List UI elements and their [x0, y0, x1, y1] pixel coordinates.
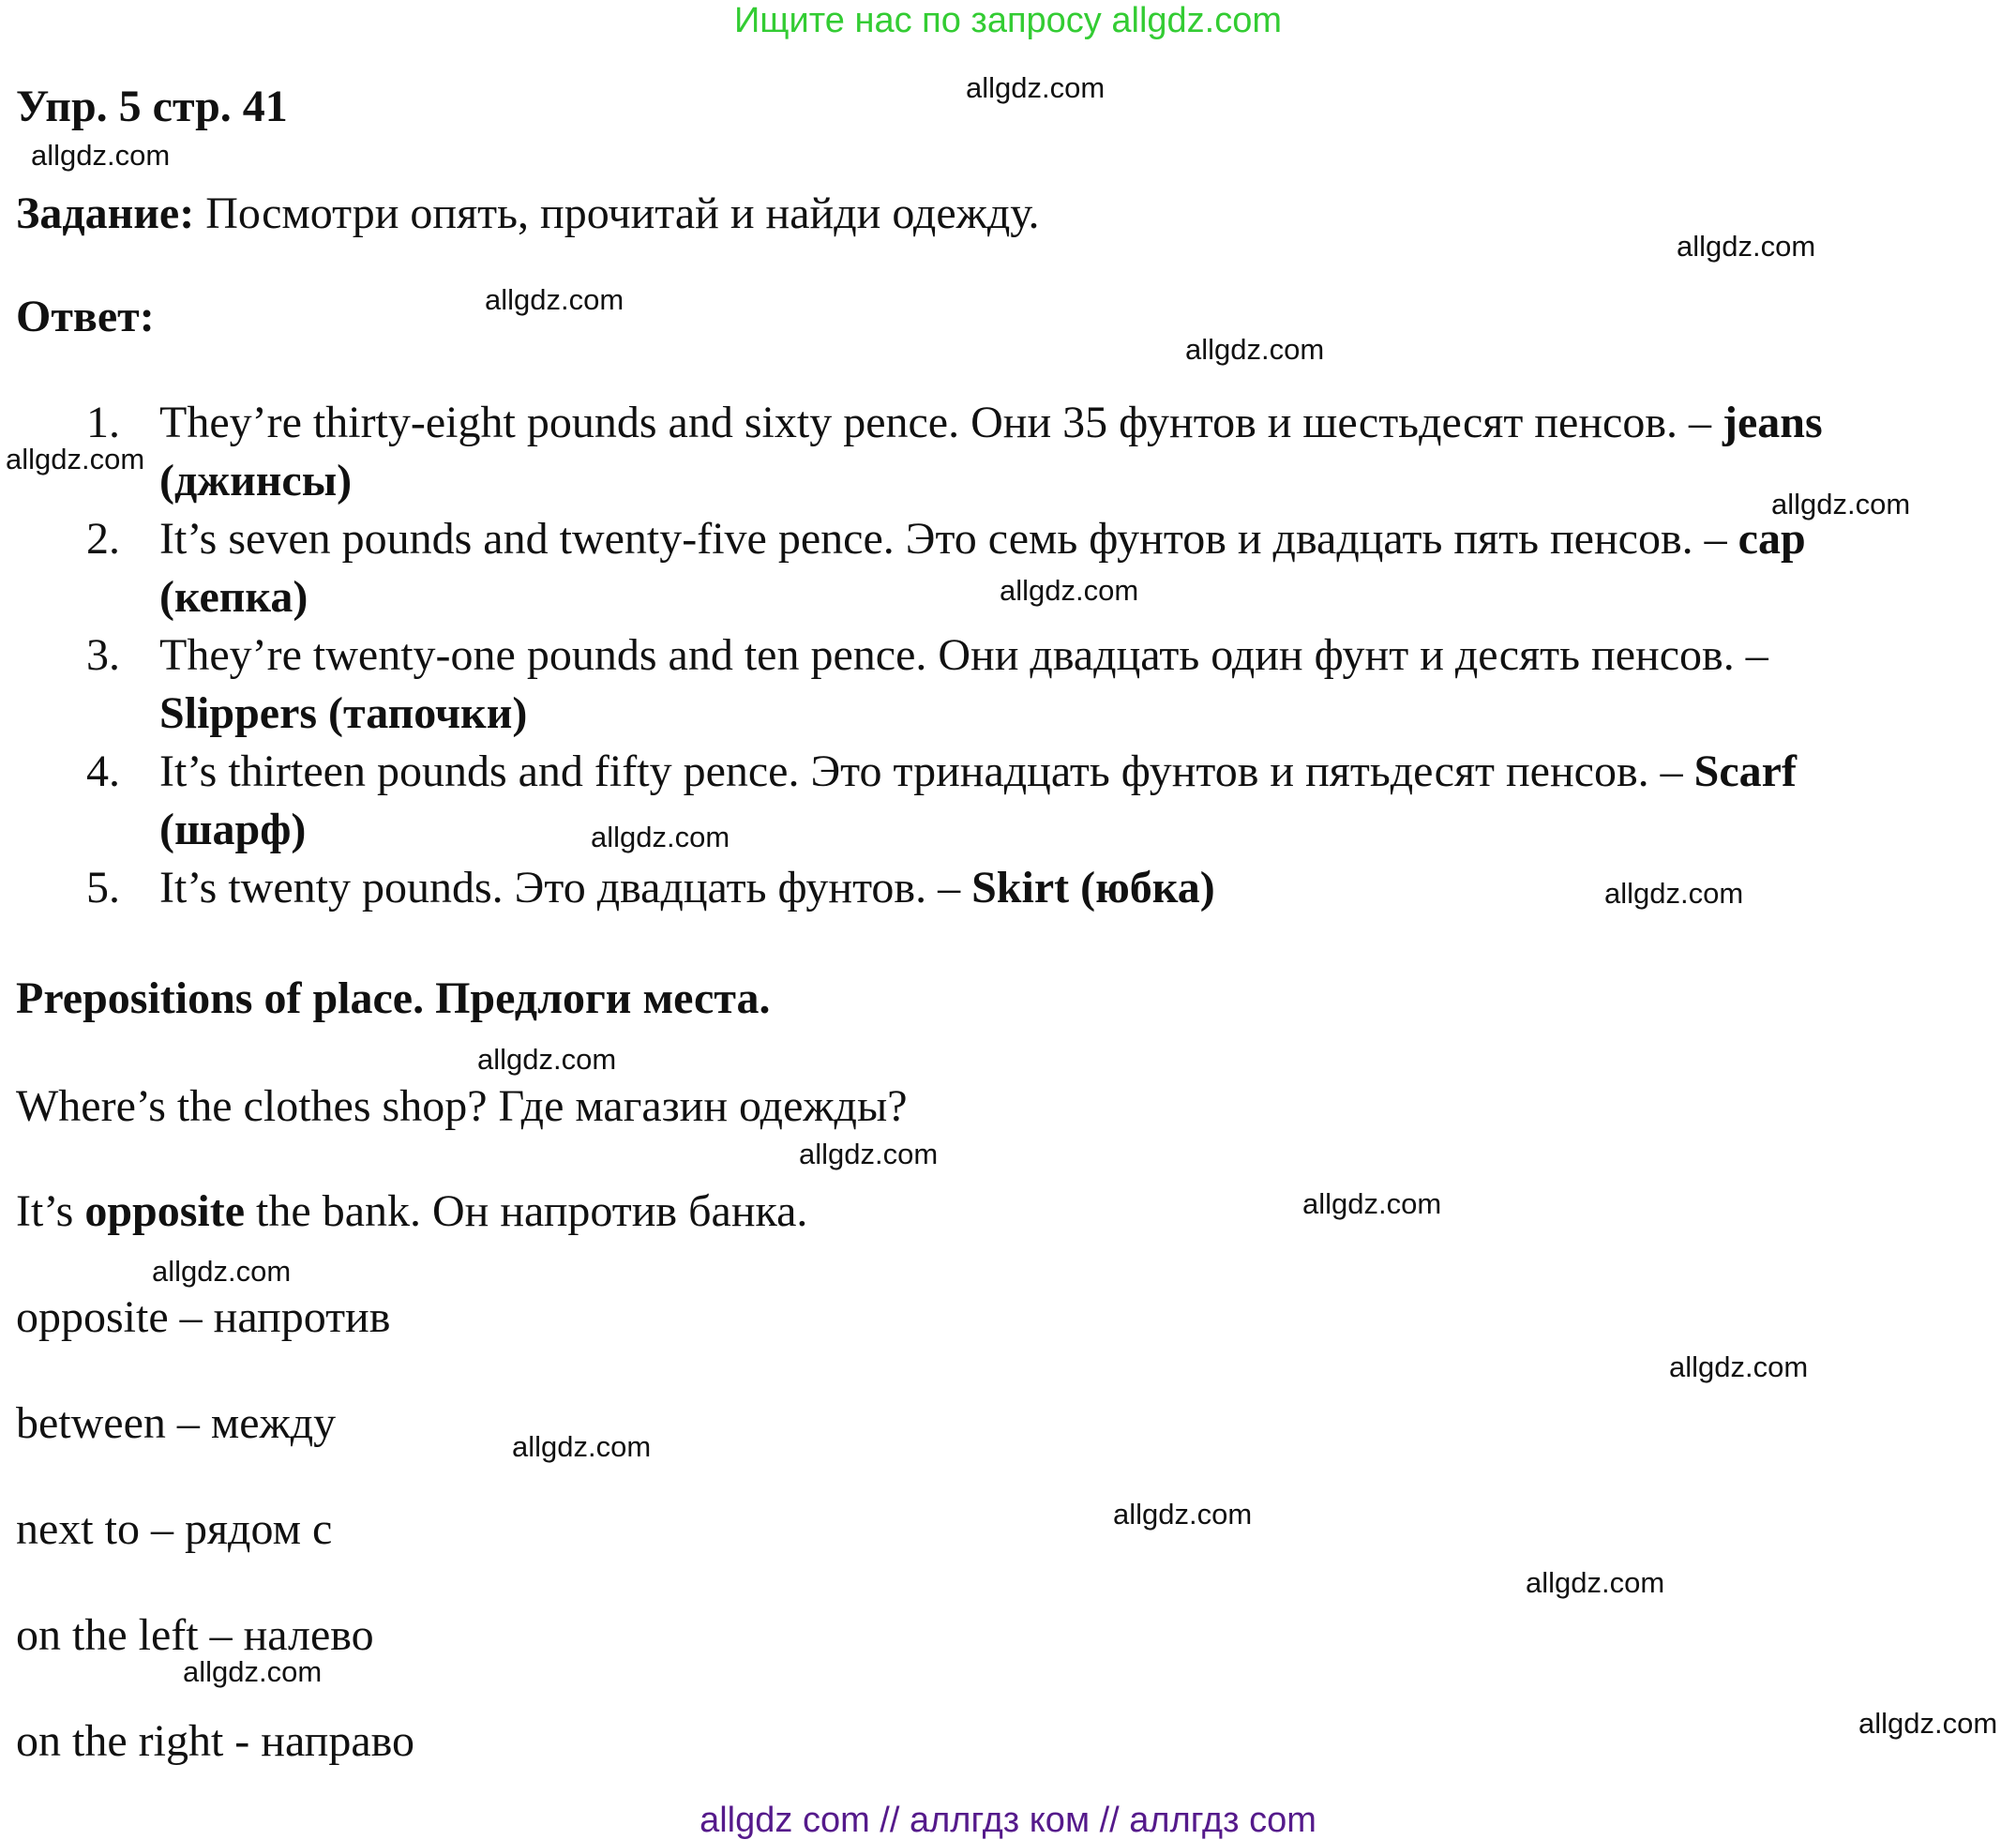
list-item: [0, 626, 1969, 743]
watermark: allgdz.com: [31, 139, 171, 172]
watermark: allgdz.com: [1113, 1498, 1253, 1531]
watermark: allgdz.com: [477, 1043, 617, 1076]
example-answer: [16, 1184, 807, 1240]
watermark: allgdz.com: [1185, 333, 1325, 366]
item-text: It’s seven pounds and twenty-five pence. Это семь фунтов и двадцать пять пенсов. –: [159, 514, 1738, 564]
vocab-item: next to – рядом с: [16, 1504, 333, 1554]
watermark: allgdz.com: [1771, 488, 1911, 520]
item-text: It’s twenty pounds. Это двадцать фунтов. –: [159, 863, 972, 912]
exercise-title: Упр. 5 стр. 41: [16, 82, 288, 131]
watermark: allgdz.com: [152, 1255, 292, 1288]
watermark: allgdz.com: [966, 71, 1106, 104]
vocab-item: on the right - направо: [16, 1716, 414, 1766]
list-item: [0, 510, 1969, 626]
watermark: allgdz.com: [1677, 230, 1816, 263]
watermark: allgdz.com: [6, 443, 145, 475]
task-statement: [16, 186, 1039, 242]
watermark: allgdz.com: [799, 1138, 939, 1170]
watermark: allgdz.com: [1526, 1566, 1665, 1599]
example-question: Where’s the clothes shop? Где магазин одежды?: [16, 1081, 908, 1131]
item-number: 1.: [86, 398, 120, 447]
answer-label: Ответ:: [16, 292, 155, 341]
example-post: the bank. Он напротив банка.: [245, 1186, 808, 1236]
item-answer: Slippers (тапочки): [159, 688, 528, 738]
item-answer: cap (кепка): [159, 514, 1806, 622]
watermark: allgdz.com: [1858, 1707, 1998, 1740]
item-number: 2.: [86, 514, 120, 564]
list-item: [0, 743, 1969, 859]
item-text: It’s thirteen pounds and fifty pence. Это тринадцать фунтов и пятьдесят пенсов. –: [159, 747, 1694, 796]
item-answer: Scarf (шарф): [159, 747, 1797, 854]
item-number: 3.: [86, 630, 120, 680]
list-item: [0, 394, 1969, 510]
task-label: Задание:: [16, 189, 195, 238]
watermark: allgdz.com: [1604, 877, 1744, 910]
task-text: Посмотри опять, прочитай и найди одежду.: [194, 189, 1040, 238]
example-keyword: opposite: [84, 1186, 246, 1236]
vocab-item: between – между: [16, 1398, 337, 1448]
watermark: allgdz.com: [485, 283, 624, 316]
answer-list: [0, 394, 1969, 917]
item-answer: Skirt (юбка): [971, 863, 1215, 912]
example-pre: It’s: [16, 1186, 85, 1236]
watermark: allgdz.com: [183, 1655, 323, 1688]
top-banner-link[interactable]: Ищите нас по запросу allgdz.com: [733, 1, 1282, 40]
footer-links[interactable]: allgdz com // аллгдз ком // аллгдз com: [700, 1801, 1316, 1840]
item-number: 4.: [86, 747, 120, 796]
watermark: allgdz.com: [591, 821, 730, 853]
item-number: 5.: [86, 863, 120, 912]
item-text: They’re twenty-one pounds and ten pence. Они двадцать один фунт и десять пенсов. –: [159, 630, 1768, 680]
item-text: They’re thirty-eight pounds and sixty pence. Они 35 фунтов и шестьдесят пенсов. –: [159, 398, 1723, 447]
vocab-item: on the left – налево: [16, 1610, 374, 1660]
vocab-item: opposite – напротив: [16, 1292, 391, 1342]
section-title: Prepositions of place. Предлоги места.: [16, 973, 771, 1023]
watermark: allgdz.com: [512, 1430, 652, 1463]
item-answer: jeans (джинсы): [159, 398, 1823, 505]
watermark: allgdz.com: [1669, 1350, 1809, 1383]
watermark: allgdz.com: [1000, 574, 1139, 607]
watermark: allgdz.com: [1302, 1187, 1442, 1220]
